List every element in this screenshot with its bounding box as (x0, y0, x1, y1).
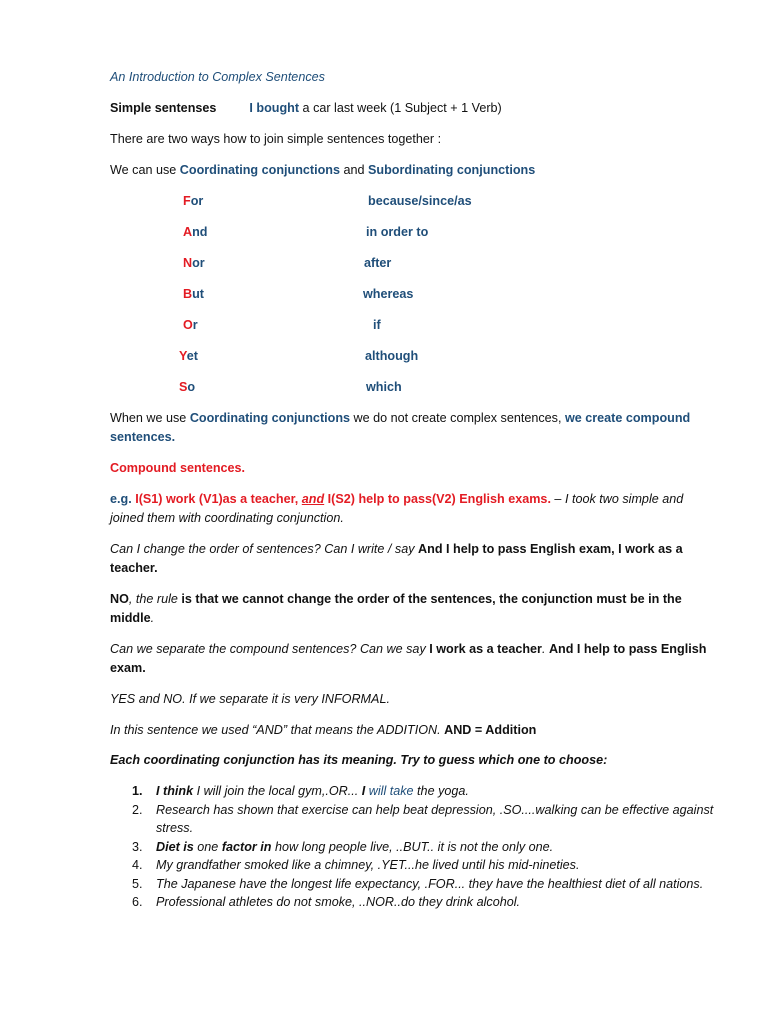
coordinating-label: Coordinating conjunctions (179, 163, 340, 177)
subordinating-label: Subordinating conjunctions (368, 163, 536, 177)
conj-for: For (183, 194, 204, 208)
list-item (110, 893, 730, 912)
sub-after: after (364, 256, 392, 270)
guess-instruction: Each coordinating conjunction has its meaning. Try to guess which one to choose: (110, 753, 608, 767)
list-item-number: 5. (132, 876, 143, 891)
conj-so: So (179, 380, 196, 394)
compound-heading: Compound sentences. (110, 461, 246, 475)
list-item (110, 856, 730, 875)
list-item-text: how long people live, ..BUT.. it is not the only one. (271, 839, 554, 854)
rule-line-1: NO, the rule is that we cannot change the order of the sentences, the conjunction must be in the (110, 592, 682, 606)
list-item (110, 875, 730, 894)
sub-in-order-to: in order to (366, 225, 429, 239)
list-item-text: I think (156, 784, 194, 798)
list-item (110, 801, 730, 838)
when-use-line-2: sentences. (110, 430, 176, 444)
two-ways-line: There are two ways how to join simple sentences together : (110, 132, 442, 146)
list-item-text: will take (368, 784, 414, 798)
addition-line: In this sentence we used “AND” that means the ADDITION. AND = Addition (110, 723, 537, 737)
simple-example-rest: a car last week (1 Subject + 1 Verb) (299, 101, 502, 115)
question-1-line-1: Can I change the order of sentences? Can I write / say And I help to pass English exam, I work as a (110, 542, 683, 556)
simple-sentence-line (110, 100, 502, 116)
list-item-number: 1. (132, 784, 143, 798)
list-item-number: 3. (132, 839, 143, 854)
rule-line-2: middle. (110, 611, 155, 625)
list-item-text: factor in (221, 839, 272, 854)
list-item-text: The Japanese have the longest life expectancy, .FOR... they have the healthiest diet of all nations. (156, 876, 704, 891)
use-conjunctions-line: We can use Coordinating conjunctions and Subordinating conjunctions (110, 163, 536, 177)
list-item-text: Diet is (156, 839, 194, 854)
list-item-number: 2. (132, 802, 143, 817)
list-item-number: 6. (132, 895, 143, 909)
sub-whereas: whereas (363, 287, 414, 301)
list-item-text: My grandfather smoked like a chimney, .YET...he lived until his mid-nineties. (156, 858, 580, 872)
question-2-line-1: Can we separate the compound sentences? Can we say I work as a teacher. And I help to pass English (110, 642, 707, 656)
conj-nor: Nor (183, 256, 205, 270)
document-title: An Introduction to Complex Sentences (110, 70, 325, 84)
simple-sentence-label: Simple sentenses (110, 101, 217, 115)
sub-because: because/since/as (368, 194, 472, 208)
yes-no-line: YES and NO. If we separate it is very INFORMAL. (110, 692, 390, 706)
question-2-line-2: exam. (110, 661, 146, 675)
list-item (110, 782, 730, 801)
sub-if: if (373, 318, 381, 332)
conj-or: Or (183, 318, 198, 332)
sub-which: which (366, 380, 402, 394)
when-use-line-1: When we use Coordinating conjunctions we do not create complex sentences, we create compound (110, 411, 691, 425)
exercise-list (110, 782, 730, 912)
conj-and: And (183, 225, 208, 239)
list-item-text: one (193, 839, 222, 854)
question-1-line-2: teacher. (110, 561, 158, 575)
list-item-text: Professional athletes do not smoke, ..NOR..do they drink alcohol. (156, 895, 521, 909)
list-item-text: the yoga. (413, 784, 469, 798)
sub-although: although (365, 349, 419, 363)
example-line-1: e.g. I(S1) work (V1)as a teacher, and I(S2) help to pass(V2) English exams. – I took two simple and (110, 492, 684, 506)
example-line-2: joined them with coordinating conjunction. (110, 511, 344, 525)
list-item-text: I (361, 784, 366, 798)
list-item-number: 4. (132, 858, 143, 872)
simple-example-subject-verb: I bought (249, 101, 300, 115)
conj-but: But (183, 287, 204, 301)
list-item (110, 838, 730, 857)
list-item-text: I will join the local gym,.OR... (193, 784, 362, 798)
conj-yet: Yet (179, 349, 198, 363)
list-item-text: Research has shown that exercise can help beat depression, .SO....walking can be effective against stress. (156, 802, 714, 835)
